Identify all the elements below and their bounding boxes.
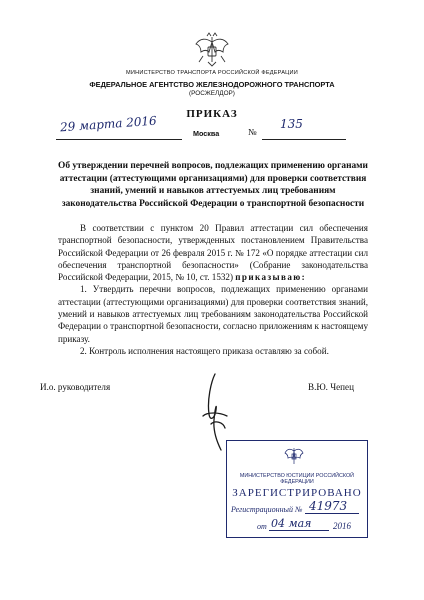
number-field [262, 127, 346, 140]
stamp-coat-of-arms-icon [283, 445, 305, 467]
stamp-year: 2016 [333, 521, 351, 531]
signer-position: И.о. руководителя [40, 382, 111, 392]
document-type: ПРИКАЗ [186, 108, 238, 120]
stamp-reg-label: Регистрационный № [231, 505, 303, 514]
number-handwritten: 135 [280, 117, 303, 131]
agency-short-name: (РОСЖЕЛДОР) [189, 90, 235, 97]
stamp-reg-field [305, 513, 359, 514]
order-item-2: 2. Контроль исполнения настоящего приказа оставляю за собой. [80, 345, 329, 356]
registration-stamp [226, 440, 368, 538]
number-sign: № [248, 127, 257, 137]
order-item-1: 1. Утвердить перечни вопросов, подлежащих применению органами аттестации (аттестующими организациями) для проверки соответствия знаний, умений и навыков аттестуемых лиц требованиям законодательства Российской Федерации о транспортной безопасности, согласно приложениям к настоящему приказу. [58, 284, 368, 344]
signer-name: В.Ю. Чепец [308, 382, 354, 392]
stamp-ministry: МИНИСТЕРСТВО ЮСТИЦИИ РОССИЙСКОЙ ФЕДЕРАЦИИ [239, 473, 355, 485]
coat-of-arms-icon [193, 32, 231, 68]
stamp-from-label: от [257, 522, 267, 531]
document-body [58, 222, 368, 357]
document-title: Об утверждении перечней вопросов, подлежащих применению органами аттестации (аттестующими организациями) для проверки соответствия знаний, умений и навыков аттестуемых лиц требованиям законодательства Российской Федерации о транспортной безопасности [58, 161, 368, 209]
preamble-text: В соответствии с пунктом 20 Правил аттестации сил обеспечения транспортной безопасности, утвержденных постановлением Правительства Российской Федерации от 26 февраля 2015 г. № 172 «О порядке аттестации сил обеспечения транспортной безопасности» (Собрание законодательства Российской Федерации, 2015, № 10, ст. 1532) [58, 223, 368, 283]
order-word: приказываю: [235, 272, 307, 283]
stamp-date-field [269, 530, 329, 531]
stamp-registered: ЗАРЕГИСТРИРОВАНО [232, 487, 362, 499]
city-label: Москва [193, 129, 220, 138]
agency-name: ФЕДЕРАЛЬНОЕ АГЕНТСТВО ЖЕЛЕЗНОДОРОЖНОГО ТРАНСПОРТА [89, 80, 335, 89]
stamp-reg-number: 41973 [309, 499, 348, 513]
ministry-name: МИНИСТЕРСТВО ТРАНСПОРТА РОССИЙСКОЙ ФЕДЕРАЦИИ [126, 70, 298, 76]
date-handwritten: 29 марта 2016 [59, 113, 158, 135]
preamble-paragraph [58, 222, 368, 283]
stamp-date: 04 мая [271, 517, 312, 530]
